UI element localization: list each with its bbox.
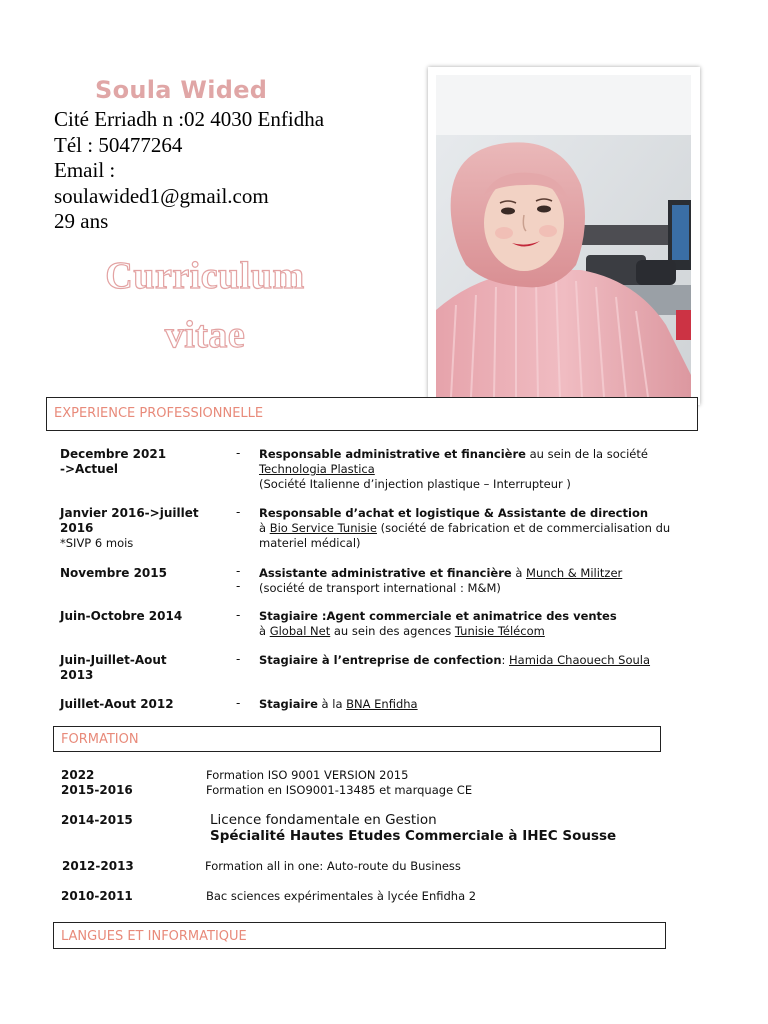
exp-date: [60, 609, 182, 624]
contact-block: [54, 107, 324, 235]
candidate-name: Soula Wided: [95, 76, 268, 104]
bullet-dash: -: [236, 564, 241, 578]
exp-description: [259, 566, 679, 596]
formation-text: Formation ISO 9001 VERSION 2015: [206, 768, 409, 782]
exp-text: :: [501, 653, 510, 667]
exp-role: Stagiaire: [259, 697, 318, 711]
exp-description: [259, 447, 679, 492]
exp-date-line: Decembre 2021: [60, 447, 167, 461]
exp-company: Technologia Plastica: [259, 462, 375, 476]
exp-company: Munch & Militzer: [526, 566, 623, 580]
bullet-dash: -: [236, 579, 241, 593]
formation-section-header: [53, 726, 661, 752]
exp-company: Hamida Chaouech Soula: [509, 653, 651, 667]
bullet-dash: -: [236, 696, 241, 710]
exp-text: à: [259, 624, 270, 638]
exp-detail: materiel médical): [259, 536, 361, 550]
profile-photo: [436, 75, 691, 397]
formation-date: 2014-2015: [61, 813, 133, 827]
exp-date-line: 2013: [60, 668, 94, 682]
formation-heading: FORMATION: [61, 732, 139, 747]
exp-date: [60, 697, 174, 712]
cv-title-line1: Curriculum: [105, 255, 305, 297]
exp-text: au sein de la société: [525, 447, 648, 461]
exp-description: [259, 506, 679, 551]
exp-text: au sein des agences: [330, 624, 455, 638]
exp-text: à la: [317, 697, 347, 711]
exp-role: Stagiaire :Agent commerciale et animatrice des ventes: [259, 609, 617, 623]
exp-date: [60, 653, 167, 683]
formation-date: 2012-2013: [62, 859, 134, 873]
exp-role: Assistante administrative et financière: [259, 566, 512, 580]
exp-date-line: Janvier 2016->juillet: [60, 506, 199, 520]
formation-text: Formation all in one: Auto-route du Business: [205, 859, 461, 873]
exp-date: [60, 506, 199, 551]
formation-date: 2015-2016: [61, 783, 133, 797]
exp-date-line: Juin-Octobre 2014: [60, 609, 183, 623]
exp-role: Stagiaire à l’entreprise de confection: [259, 653, 502, 667]
exp-text: à: [511, 566, 527, 580]
exp-date-line: Novembre 2015: [60, 566, 167, 580]
exp-company: Tunisie Télécom: [454, 624, 545, 638]
bullet-dash: -: [236, 505, 241, 519]
exp-description: [259, 653, 679, 668]
formation-text: [210, 812, 616, 844]
experience-heading: EXPERIENCE PROFESSIONNELLE: [54, 406, 264, 421]
age: 29 ans: [54, 209, 109, 233]
photo-frame: [428, 67, 700, 405]
exp-date: [60, 447, 166, 477]
exp-detail: (société de transport international : M&M): [259, 581, 501, 595]
exp-detail: (société de fabrication et de commercialisation du: [376, 521, 671, 535]
email: soulawided1@gmail.com: [54, 183, 269, 208]
exp-description: [259, 609, 679, 639]
exp-company: Global Net: [269, 624, 331, 638]
profile-photo-illustration: [436, 75, 691, 397]
formation-date: 2010-2011: [61, 889, 133, 903]
formation-date: 2022: [61, 768, 95, 782]
formation-line: Spécialité Hautes Etudes Commerciale à IHEC Sousse: [210, 828, 617, 844]
exp-date-line: Juin-Juillet-Aout: [60, 653, 167, 667]
exp-description: [259, 697, 679, 712]
exp-company: Bio Service Tunisie: [269, 521, 377, 535]
formation-line: Licence fondamentale en Gestion: [210, 812, 437, 828]
email-label: Email :: [54, 158, 116, 182]
exp-company: BNA Enfidha: [346, 697, 418, 711]
exp-role: Responsable d’achat et logistique & Assistante de direction: [259, 506, 649, 520]
cv-title-line2: vitae: [164, 314, 246, 356]
bullet-dash: -: [236, 608, 241, 622]
formation-text: Bac sciences expérimentales à lycée Enfidha 2: [206, 889, 477, 903]
formation-text: Formation en ISO9001-13485 et marquage CE: [206, 783, 473, 797]
bullet-dash: -: [236, 652, 241, 666]
exp-date-line: ->Actuel: [60, 462, 118, 476]
phone: Tél : 50477264: [54, 132, 183, 157]
exp-date-note: *SIVP 6 mois: [60, 536, 134, 550]
exp-date: [60, 566, 167, 581]
exp-date-line: Juillet-Aout 2012: [60, 697, 174, 711]
exp-detail: (Société Italienne d’injection plastique – Interrupteur ): [259, 477, 571, 491]
exp-text: à: [259, 521, 270, 535]
bullet-dash: -: [236, 446, 241, 460]
exp-date-line: 2016: [60, 521, 94, 535]
address: Cité Erriadh n :02 4030 Enfidha: [54, 107, 325, 131]
languages-heading: LANGUES ET INFORMATIQUE: [61, 929, 247, 944]
exp-role: Responsable administrative et financière: [259, 447, 526, 461]
